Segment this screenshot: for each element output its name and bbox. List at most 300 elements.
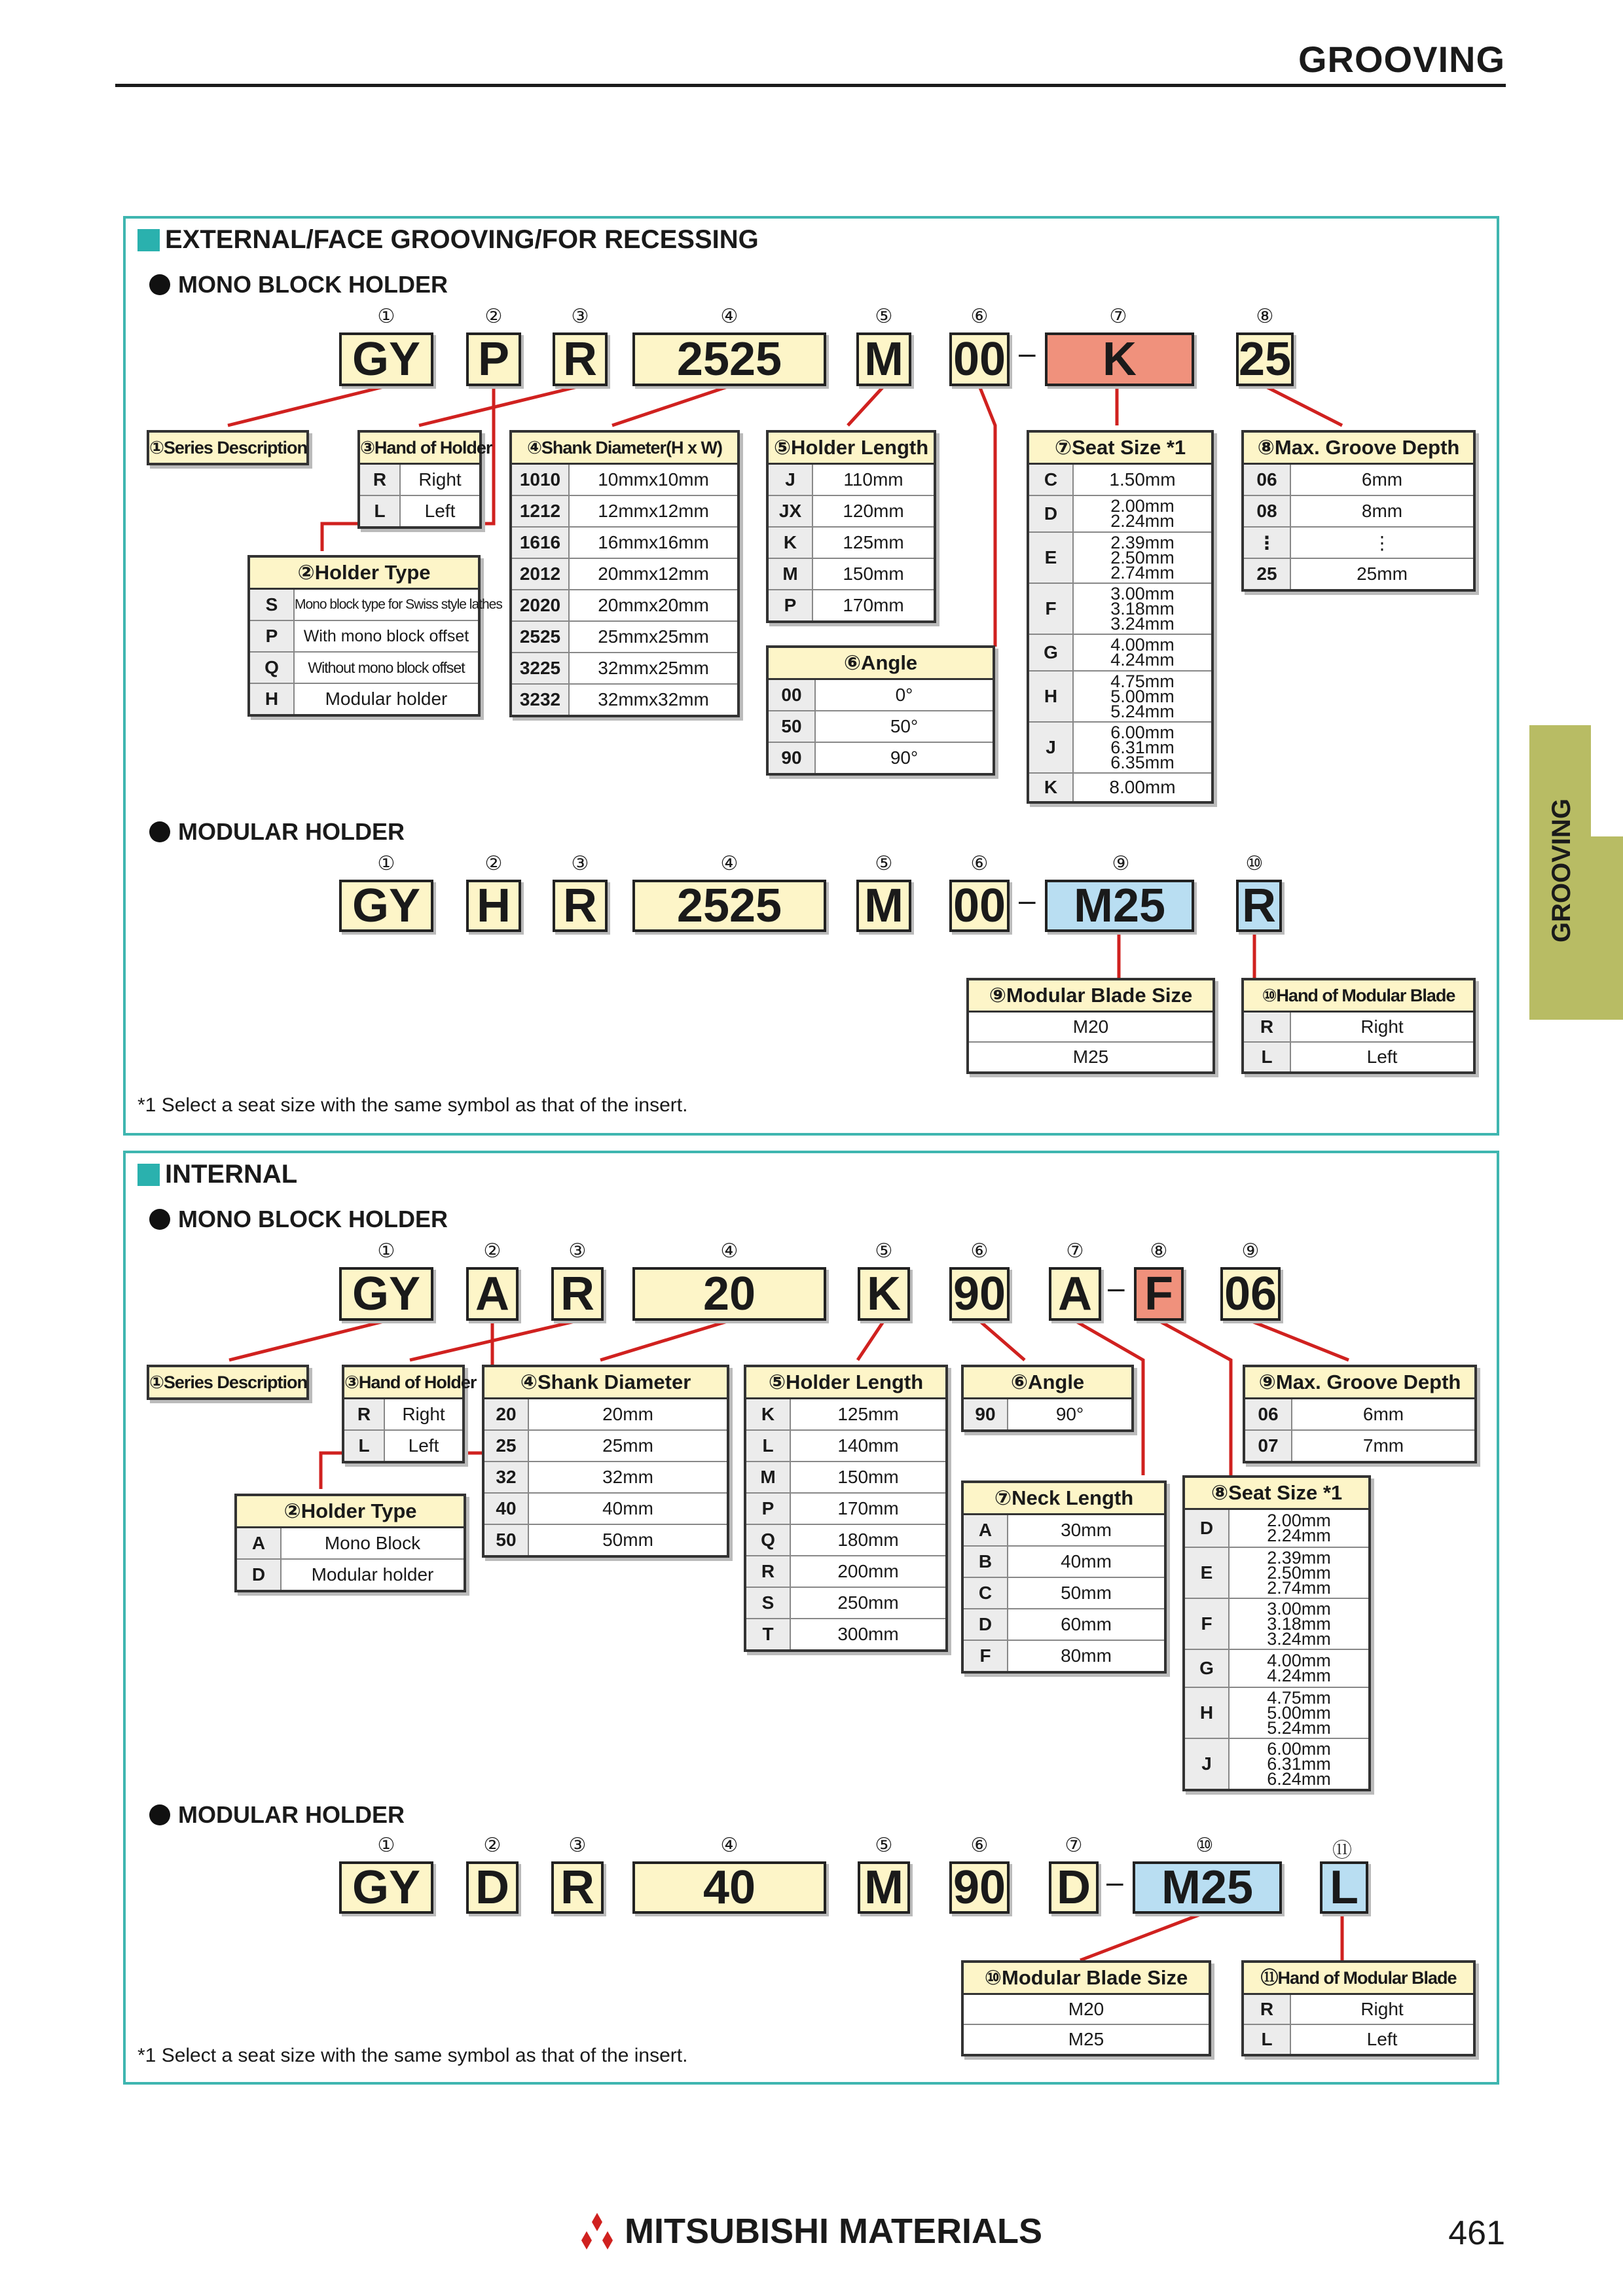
code-box-holder-type: A [466, 1267, 519, 1321]
table-row [250, 653, 478, 684]
internal-title-text: INTERNAL [165, 1160, 298, 1189]
table-row [769, 465, 934, 496]
row-key: 00 [769, 680, 816, 710]
table-title: ⑩Hand of Modular Blade [1244, 980, 1473, 1013]
angle-table [961, 1365, 1134, 1432]
table-title: ③Hand of Holder [360, 433, 479, 465]
table-row [1185, 1599, 1368, 1650]
row-value: 2.00mm 2.24mm [1267, 1511, 1331, 1545]
code-box-blade-size: M25 [1133, 1861, 1282, 1914]
code-box-series: GY [339, 332, 433, 386]
groove-depth-table [1243, 1365, 1477, 1463]
page-header-title: GROOVING [1298, 39, 1505, 80]
row-key: 2525 [512, 622, 570, 652]
seat-size-table [1182, 1475, 1371, 1791]
row-key: 07 [1245, 1431, 1292, 1461]
position-number: ⑤ [875, 1835, 893, 1856]
row-value: 32mmx25mm [598, 658, 709, 678]
code-box-angle: 90 [949, 1861, 1010, 1914]
position-number: ② [484, 306, 503, 327]
table-row [1245, 1399, 1474, 1431]
row-value: 40mm [1061, 1551, 1112, 1571]
row-key: 08 [1244, 496, 1291, 526]
code-box-groove-depth: 25 [1236, 332, 1294, 386]
code-box-groove-depth: 06 [1220, 1267, 1281, 1321]
row-value: 7mm [1362, 1435, 1404, 1456]
row-key: P [746, 1494, 791, 1524]
row-value: 300mm [837, 1624, 899, 1644]
row-key: 90 [769, 743, 816, 773]
position-number: ⑧ [1150, 1240, 1168, 1262]
position-number: ⑤ [875, 1240, 893, 1262]
code-box-angle: 00 [949, 332, 1010, 386]
row-value: Without mono block offset [308, 658, 465, 676]
table-row [1244, 496, 1473, 528]
table-row [746, 1399, 945, 1431]
position-number: ⑥ [970, 306, 989, 327]
table-row [964, 2025, 1209, 2054]
code-box-holder-type: H [466, 880, 521, 932]
row-key: Q [250, 653, 295, 683]
code-box-holder-type: P [466, 332, 521, 386]
row-key: 3225 [512, 653, 570, 683]
external-modular-title-text: MODULAR HOLDER [178, 818, 405, 845]
row-value: 180mm [837, 1530, 899, 1550]
row-key: H [250, 684, 295, 714]
table-row [344, 1399, 462, 1431]
row-key: 2012 [512, 559, 570, 589]
row-key: F [1029, 584, 1074, 634]
position-number: ⑪ [1332, 1840, 1352, 1861]
row-key: G [1029, 635, 1074, 670]
table-row [1244, 559, 1473, 589]
table-row [769, 711, 993, 743]
row-key: A [237, 1528, 282, 1558]
angle-table [766, 645, 995, 776]
table-row [484, 1399, 727, 1431]
row-key: B [964, 1547, 1008, 1577]
row-value: 2.39mm 2.50mm 2.74mm [1267, 1547, 1331, 1598]
row-key: C [964, 1578, 1008, 1608]
row-key: 25 [484, 1431, 529, 1461]
table-title: ⑥Angle [964, 1367, 1131, 1399]
table-row [1029, 584, 1211, 635]
row-value: 20mmx12mm [598, 564, 709, 584]
row-value: 20mmx20mm [598, 595, 709, 615]
table-row [484, 1431, 727, 1462]
table-row [746, 1431, 945, 1462]
row-key: D [964, 1609, 1008, 1640]
shank-diameter-table [482, 1365, 729, 1558]
table-row [512, 622, 737, 653]
row-key: M [746, 1462, 791, 1492]
holder-type-table [234, 1494, 466, 1592]
row-key: H [1185, 1688, 1230, 1738]
row-value: 50mm [602, 1530, 653, 1550]
seat-size-table [1027, 430, 1214, 804]
external-mono-title [149, 271, 448, 298]
row-key: 90 [964, 1399, 1008, 1429]
position-number: ① [377, 306, 395, 327]
row-key: D [1029, 496, 1074, 531]
row-value: 110mm [843, 469, 903, 490]
table-row [1029, 723, 1211, 774]
row-value: 25mm [1357, 564, 1408, 584]
row-key: P [769, 590, 813, 620]
internal-mono-title [149, 1206, 448, 1233]
position-number: ② [483, 1835, 501, 1856]
row-key: T [746, 1619, 791, 1649]
internal-footnote: *1 Select a seat size with the same symbol as that of the insert. [137, 2045, 688, 2066]
table-row [1029, 774, 1211, 801]
row-value: 32mmx32mm [598, 689, 709, 709]
row-value: 4.75mm 5.00mm 5.24mm [1267, 1687, 1331, 1738]
code-box-hand: R [551, 1861, 604, 1914]
code-box-blade-size: M25 [1045, 880, 1194, 932]
row-value: M20 [1072, 1016, 1109, 1037]
table-row [484, 1462, 727, 1494]
code-box-length: K [858, 1267, 910, 1321]
code-box-hand: R [551, 1267, 604, 1321]
row-key: ⋮ [1244, 528, 1291, 558]
table-title: ⑧Max. Groove Depth [1244, 433, 1473, 465]
position-number: ④ [720, 306, 739, 327]
table-row [512, 465, 737, 496]
row-key: JX [769, 496, 813, 526]
row-key: 20 [484, 1399, 529, 1429]
row-key: J [769, 465, 813, 495]
code-box-shank: 2525 [632, 332, 826, 386]
table-row [1185, 1739, 1368, 1789]
code-box-series: GY [339, 880, 433, 932]
table-row [769, 528, 934, 559]
row-value: 150mm [837, 1467, 899, 1487]
row-value: 20mm [602, 1404, 653, 1424]
position-number: ⑥ [970, 853, 989, 874]
table-title: ⑨Max. Groove Depth [1245, 1367, 1474, 1399]
row-key: J [1029, 723, 1074, 772]
groove-depth-table [1241, 430, 1476, 592]
table-row [1245, 1431, 1474, 1461]
row-value: Mono Block [324, 1533, 421, 1553]
table-title: ③Hand of Holder [344, 1367, 462, 1399]
row-value: M25 [1068, 2029, 1104, 2049]
row-value: 120mm [843, 501, 904, 521]
row-value: 30mm [1061, 1520, 1112, 1540]
table-row [769, 559, 934, 590]
code-box-hand: R [553, 332, 608, 386]
row-key: L [1244, 2025, 1291, 2054]
row-key: 3232 [512, 685, 570, 715]
table-row [964, 1641, 1164, 1671]
table-row [484, 1525, 727, 1555]
table-row [746, 1525, 945, 1556]
table-row [512, 528, 737, 559]
modular-blade-size-table [961, 1960, 1211, 2056]
modular-blade-hand-table [1241, 978, 1476, 1074]
section-square-icon [137, 229, 160, 251]
row-key: M [769, 559, 813, 589]
table-row [237, 1560, 464, 1590]
table-row [746, 1556, 945, 1588]
row-key: Q [746, 1525, 791, 1555]
shank-diameter-table [509, 430, 740, 717]
row-key: 25 [1244, 559, 1291, 589]
table-row [1029, 465, 1211, 496]
row-value: 10mmx10mm [598, 469, 709, 490]
position-number: ① [377, 853, 395, 874]
row-value: M20 [1068, 1999, 1104, 2019]
position-number: ⑥ [970, 1240, 989, 1262]
table-row [360, 465, 479, 496]
row-key: A [964, 1515, 1008, 1545]
row-key: D [1185, 1510, 1230, 1547]
row-key: C [1029, 465, 1074, 495]
code-dash: – [1108, 1270, 1125, 1304]
row-value: Mono block type for Swiss style lathes [295, 597, 502, 612]
position-number: ⑨ [1112, 853, 1130, 874]
row-value: 3.00mm 3.18mm 3.24mm [1267, 1598, 1331, 1649]
table-row [1185, 1650, 1368, 1688]
table-row [1244, 528, 1473, 559]
external-modular-title [149, 818, 405, 846]
code-box-shank: 20 [632, 1267, 826, 1321]
row-value: 150mm [843, 564, 904, 584]
code-box-seat-size: K [1045, 332, 1194, 386]
position-number: ⑤ [875, 853, 893, 874]
code-box-length: M [856, 332, 911, 386]
table-title: ⑨Modular Blade Size [969, 980, 1213, 1013]
code-box-hand: R [553, 880, 608, 932]
row-value: Left [1366, 1047, 1398, 1067]
internal-modular-title [149, 1801, 405, 1829]
row-key: D [237, 1560, 282, 1590]
table-row [1244, 1043, 1473, 1071]
position-number: ③ [568, 1835, 587, 1856]
table-row [1029, 672, 1211, 723]
row-key: 40 [484, 1494, 529, 1524]
row-key: K [746, 1399, 791, 1429]
bullet-dot-icon [149, 1209, 170, 1230]
code-box-holder-type: D [466, 1861, 519, 1914]
table-row [250, 590, 502, 621]
row-value: 12mmx12mm [598, 501, 709, 521]
code-dash: – [1019, 336, 1036, 370]
row-value: 50mm [1061, 1583, 1112, 1603]
table-row [237, 1528, 464, 1560]
table-row [512, 559, 737, 590]
side-tab-label: GROOVING [1547, 798, 1576, 942]
external-footnote: *1 Select a seat size with the same symbol as that of the insert. [137, 1094, 688, 1116]
row-key: R [344, 1399, 385, 1429]
code-box-angle: 90 [949, 1267, 1010, 1321]
table-row [964, 1399, 1131, 1429]
series-description-table [147, 430, 309, 465]
position-number: ⑩ [1245, 853, 1264, 874]
code-box-neck-length: A [1049, 1267, 1101, 1321]
row-value: 170mm [837, 1498, 899, 1518]
row-key: S [250, 590, 295, 620]
row-key: 2020 [512, 590, 570, 620]
row-key: L [746, 1431, 791, 1461]
code-box-neck-length: D [1049, 1861, 1099, 1914]
table-row [512, 685, 737, 715]
row-value: 140mm [837, 1435, 899, 1456]
row-key: 1212 [512, 496, 570, 526]
table-row [964, 1609, 1164, 1641]
table-title: ⑦Seat Size *1 [1029, 433, 1211, 465]
table-title: ④Shank Diameter [484, 1367, 727, 1399]
position-number: ③ [568, 1240, 587, 1262]
row-value: Left [1366, 2029, 1398, 2049]
row-value: 200mm [837, 1561, 899, 1581]
table-title: ②Holder Type [237, 1496, 464, 1528]
row-key: F [1185, 1599, 1230, 1649]
position-number: ② [484, 853, 503, 874]
hand-of-holder-table [342, 1365, 477, 1463]
holder-length-table [766, 430, 936, 623]
table-row [1029, 635, 1211, 672]
series-description-table [147, 1365, 309, 1400]
row-value: 90° [890, 747, 919, 768]
code-box-length: M [856, 880, 911, 932]
table-row [1185, 1548, 1368, 1599]
row-value: 1.50mm [1109, 469, 1176, 490]
table-row [769, 590, 934, 620]
table-row [769, 680, 993, 711]
code-box-shank: 40 [632, 1861, 826, 1914]
row-value: 4.75mm 5.00mm 5.24mm [1110, 671, 1175, 721]
row-value: 90° [1055, 1404, 1084, 1424]
row-value: 25mmx25mm [598, 626, 709, 647]
row-value: With mono block offset [303, 626, 469, 645]
row-key: F [964, 1641, 1008, 1671]
row-value: Right [402, 1404, 445, 1424]
holder-type-table [247, 555, 502, 717]
position-number: ① [377, 1240, 395, 1262]
external-section-title [137, 225, 759, 255]
position-number: ① [377, 1835, 395, 1856]
table-row [344, 1431, 462, 1461]
row-value: 40mm [602, 1498, 653, 1518]
table-title: ⑩Modular Blade Size [964, 1963, 1209, 1995]
modular-blade-hand-table [1241, 1960, 1476, 2056]
row-key: 50 [484, 1525, 529, 1555]
table-row [969, 1043, 1213, 1071]
position-number: ④ [720, 853, 739, 874]
neck-length-table [961, 1480, 1167, 1674]
page-number: 461 [1448, 2214, 1505, 2252]
row-value: 6mm [1361, 469, 1403, 490]
position-number: ② [483, 1240, 501, 1262]
row-value: 6.00mm 6.31mm 6.24mm [1267, 1738, 1331, 1789]
row-value: 250mm [837, 1592, 899, 1613]
table-title: ②Holder Type [250, 558, 478, 590]
bullet-dot-icon [149, 274, 170, 295]
external-title-text: EXTERNAL/FACE GROOVING/FOR RECESSING [165, 225, 759, 254]
position-number: ⑩ [1195, 1835, 1214, 1856]
table-title: ⑤Holder Length [769, 433, 934, 465]
table-row [1185, 1510, 1368, 1548]
table-row [746, 1462, 945, 1494]
code-box-series: GY [339, 1267, 433, 1321]
row-key: G [1185, 1650, 1230, 1687]
row-key: L [1244, 1043, 1291, 1071]
table-title: ⑧Seat Size *1 [1185, 1478, 1368, 1510]
code-dash: – [1106, 1865, 1123, 1899]
code-box-length: M [858, 1861, 910, 1914]
mitsubishi-logo-icon [576, 2213, 618, 2250]
code-box-angle: 00 [949, 880, 1010, 932]
table-row [512, 590, 737, 622]
code-box-seat-size: F [1134, 1267, 1184, 1321]
table-row [360, 496, 479, 526]
row-value: 4.00mm 4.24mm [1110, 635, 1175, 670]
position-number: ③ [571, 853, 589, 874]
table-row [250, 621, 478, 653]
row-key: E [1185, 1548, 1230, 1598]
row-value: Right [418, 469, 462, 490]
position-number: ⑦ [1109, 306, 1127, 327]
row-value: 16mmx16mm [598, 532, 709, 552]
modular-blade-size-table [966, 978, 1215, 1074]
table-row [969, 1013, 1213, 1043]
table-title: ⑦Neck Length [964, 1483, 1164, 1515]
row-key: K [1029, 774, 1074, 801]
row-key: H [1029, 672, 1074, 721]
row-key: L [344, 1431, 385, 1461]
row-key: 1616 [512, 528, 570, 558]
table-row [746, 1619, 945, 1649]
code-box-shank: 2525 [632, 880, 826, 932]
row-key: S [746, 1588, 791, 1618]
row-key: 32 [484, 1462, 529, 1492]
row-value: 125mm [843, 532, 904, 552]
row-value: 32mm [602, 1467, 653, 1487]
row-key: L [360, 496, 401, 526]
row-value: 170mm [843, 595, 904, 615]
row-value: 4.00mm 4.24mm [1267, 1651, 1331, 1685]
table-row [1185, 1688, 1368, 1739]
position-number: ⑨ [1241, 1240, 1260, 1262]
external-mono-title-text: MONO BLOCK HOLDER [178, 271, 448, 298]
table-row [964, 1515, 1164, 1547]
row-key: 50 [769, 711, 816, 742]
row-key: 1010 [512, 465, 570, 495]
bullet-dot-icon [149, 821, 170, 842]
table-row [512, 653, 737, 685]
position-number: ⑧ [1256, 306, 1274, 327]
row-key: 06 [1245, 1399, 1292, 1429]
row-value: 60mm [1061, 1614, 1112, 1634]
row-value: Left [408, 1435, 439, 1456]
code-box-blade-hand: L [1320, 1861, 1368, 1914]
table-title: ④Shank Diameter(H x W) [512, 433, 737, 465]
code-dash: – [1019, 883, 1036, 917]
table-row [964, 1995, 1209, 2025]
row-value: 0° [895, 685, 913, 705]
table-title: ①Series Description [149, 433, 306, 463]
holder-length-table [744, 1365, 948, 1652]
position-number: ⑤ [875, 306, 893, 327]
row-value: Right [1360, 1016, 1404, 1037]
row-value: 6mm [1362, 1404, 1404, 1424]
code-box-series: GY [339, 1861, 433, 1914]
table-row [512, 496, 737, 528]
table-row [1029, 533, 1211, 584]
table-row [746, 1588, 945, 1619]
row-key: R [746, 1556, 791, 1587]
